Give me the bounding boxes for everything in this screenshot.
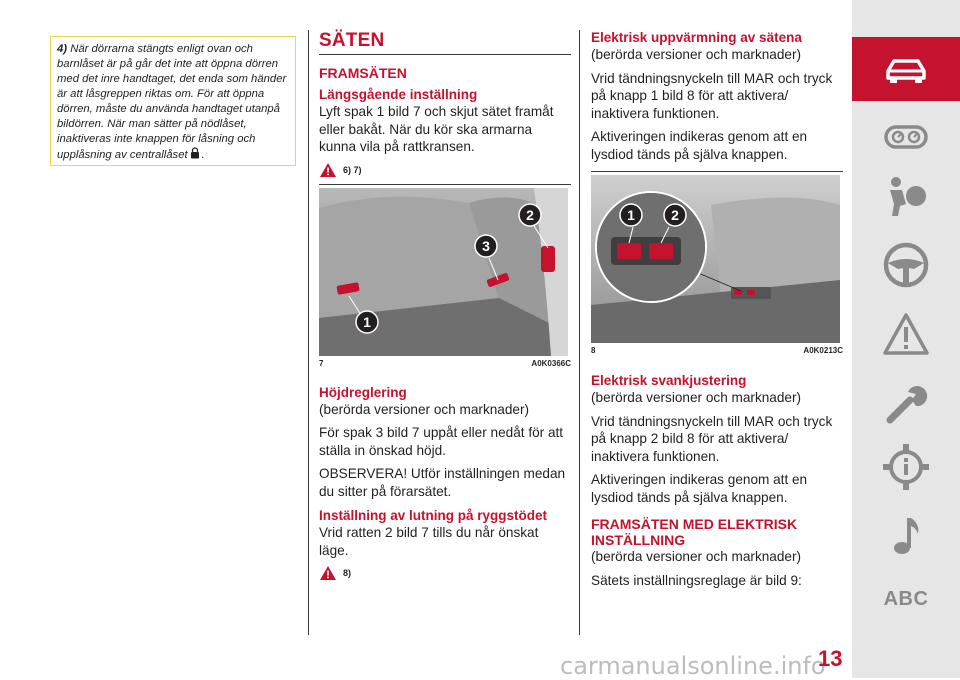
svg-text:1: 1: [627, 207, 635, 223]
heading-seat-heating: Elektrisk uppvärmning av sätena: [591, 30, 802, 45]
warning-ref-1: [319, 162, 571, 178]
callout-1: [356, 311, 378, 333]
heading-electric-seats: FRAMSÄTEN MED ELEKTRISK INSTÄLLNING: [591, 516, 798, 548]
callout-2: [519, 204, 541, 226]
height-versions: (berörda versioner och marknader): [319, 401, 530, 417]
child-lock-note: [50, 36, 296, 166]
figure-number: 8: [591, 346, 596, 355]
warning-ref-2: [319, 565, 571, 581]
text-longitudinal: Lyft spak 1 bild 7 och skjut sätet framåt eller bakåt. När du kör ska armarna kunna vila på rattkransen.: [319, 104, 554, 154]
car-icon[interactable]: [880, 44, 932, 96]
text-lumbar-2: Aktiveringen indikeras genom att en lysdiod tänds på själva knappen.: [591, 472, 808, 505]
dashboard-icon[interactable]: [880, 111, 932, 163]
text-height: För spak 3 bild 7 uppåt eller nedåt för att ställa in önskad höjd.: [319, 425, 564, 458]
heating-versions: (berörda versioner och marknader): [591, 47, 802, 62]
steering-wheel-icon[interactable]: [880, 239, 932, 291]
text-heating-2: Aktiveringen indikeras genom att en lysdiod tänds på själva knappen.: [591, 129, 808, 162]
music-note-icon[interactable]: [880, 510, 932, 562]
svg-text:2: 2: [671, 207, 679, 223]
callout-3: [475, 235, 497, 257]
page-number: 13: [818, 646, 843, 671]
watermark: carmanualsonline.info: [560, 652, 826, 680]
index-abc[interactable]: ABC: [883, 588, 929, 610]
lock-icon: [190, 147, 200, 159]
column-seats: [319, 30, 571, 587]
wrench-icon[interactable]: [880, 376, 932, 428]
height-remark: OBSERVERA! Utför inställningen medan du sitter på förarsätet.: [319, 466, 566, 499]
info-gear-icon[interactable]: [880, 441, 932, 493]
note-text: När dörrarna stängts enligt ovan och barnlåset är på går det inte att öppna dörren med det inre handtaget, det enda som händer är att låsgreppen riktas om. För att öppna dörren, måste du använda handtaget utanpå bildörren. När man sätter på nödlåset, inaktiveras inte knappen för låsning och upplåsning av centrallåset: [57, 43, 287, 161]
column-divider-1: [308, 30, 309, 635]
title-rule: [319, 54, 571, 55]
figure-7-caption: [319, 359, 571, 368]
page-title: SÄTEN: [319, 30, 385, 51]
heading-longitudinal: Längsgående inställning: [319, 87, 478, 102]
warning-triangle-icon: [319, 162, 337, 178]
svg-text:3: 3: [482, 237, 490, 254]
note-number: 4): [57, 43, 68, 55]
warning-triangle-icon: [319, 565, 337, 581]
svg-text:2: 2: [526, 206, 534, 223]
figure-number: 7: [319, 358, 324, 368]
seat-heating-buttons-illustration: [591, 175, 840, 343]
svg-text:1: 1: [363, 313, 371, 330]
callout-2: [664, 204, 686, 226]
figure-7: [319, 184, 571, 368]
note-text-end: .: [201, 149, 205, 161]
heading-lumbar: Elektrisk svankjustering: [591, 373, 747, 388]
figure-8: [591, 171, 843, 355]
text-heating-1: Vrid tändningsnyckeln till MAR och tryck på knapp 1 bild 8 för att aktivera/ inaktivera funktionen.: [591, 70, 833, 121]
figure-code: A0K0366C: [531, 358, 571, 368]
heading-backrest: Inställning av lutning på ryggstödet: [319, 508, 548, 523]
warning-ref-text: 6) 7): [343, 164, 362, 175]
text-backrest: Vrid ratten 2 bild 7 tills du når önskat läge.: [319, 525, 539, 558]
heading-height: Höjdreglering: [319, 384, 407, 400]
warning-ref-text: 8): [343, 568, 352, 578]
lumbar-versions: (berörda versioner och marknader): [591, 390, 802, 405]
text-electric: Sätets inställningsreglage är bild 9:: [591, 572, 802, 588]
column-electric: [591, 30, 843, 595]
seat-adjust-illustration: [319, 188, 568, 356]
warning-icon[interactable]: [880, 309, 932, 361]
figure-code: A0K0213C: [803, 346, 843, 355]
text-lumbar-1: Vrid tändningsnyckeln till MAR och tryck på knapp 2 bild 8 för att aktivera/ inaktivera funktionen.: [591, 413, 833, 464]
airbag-icon[interactable]: [880, 172, 932, 224]
section-title-front-seats: FRAMSÄTEN: [319, 65, 407, 81]
electric-versions: (berörda versioner och marknader): [591, 549, 802, 564]
figure-8-caption: [591, 346, 843, 355]
callout-1: [620, 204, 642, 226]
column-divider-2: [579, 30, 580, 635]
